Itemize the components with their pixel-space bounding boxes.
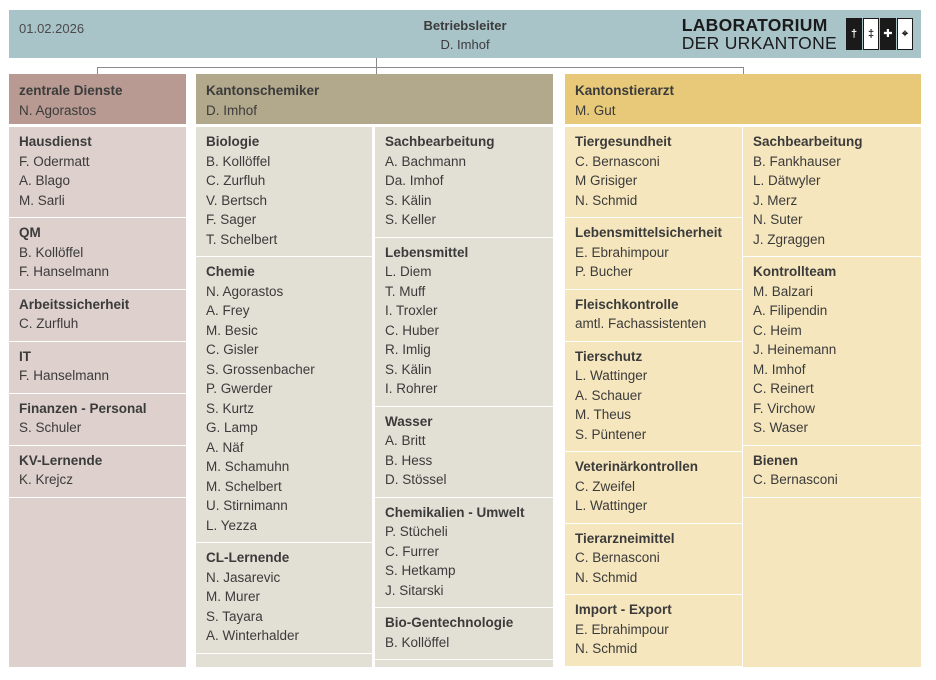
section-block (196, 257, 372, 543)
section-list-right (743, 124, 921, 667)
person-name: A. Winterhalder (206, 628, 300, 643)
person-name: M. Schamuhn (206, 459, 290, 474)
person-name: D. Stössel (385, 472, 447, 487)
person-name: M Grisiger (575, 173, 638, 188)
person-name: N. Agorastos (206, 283, 284, 299)
person-name: F. Virchow (753, 400, 816, 416)
column-title: Kantonstierarzt (575, 83, 675, 98)
person-name: A. Frey (206, 303, 250, 318)
crest-icon: ✚ (880, 18, 896, 50)
person-name: V. Bertsch (206, 192, 268, 208)
section-title: Import - Export (575, 602, 672, 617)
section-block (9, 342, 186, 394)
canton-crests (845, 18, 913, 50)
crest-icon: † (846, 18, 862, 50)
person-name: S. Keller (385, 212, 437, 227)
column-lead: N. Agorastos (19, 103, 97, 118)
section-title: Kontrollteam (753, 264, 837, 279)
person-name: U. Stirnimann (206, 498, 288, 513)
person-name: N. Schmid (575, 192, 638, 208)
person-name: A. Filipendin (753, 303, 828, 318)
section-list-right (375, 124, 553, 667)
section-block (565, 595, 742, 667)
column-header (9, 74, 186, 124)
section-title: Tierschutz (575, 348, 643, 364)
person-name: S. Püntener (575, 426, 647, 442)
person-name: J. Zgraggen (753, 231, 826, 247)
person-name: Da. Imhof (385, 173, 444, 188)
section-block (9, 127, 186, 218)
person-name: C. Zweifel (575, 478, 636, 494)
person-name: K. Krejcz (19, 472, 74, 487)
person-name: M. Imhof (753, 361, 806, 377)
person-name: amtl. Fachassistenten (575, 316, 707, 331)
person-name: M. Sarli (19, 192, 65, 208)
person-name: E. Ebrahimpour (575, 244, 669, 260)
person-name: F. Hanselmann (19, 368, 110, 383)
section-title: Tierarzneimittel (575, 530, 675, 546)
person-name: T. Muff (385, 283, 426, 299)
person-name: L. Diem (385, 264, 432, 279)
section-block (565, 342, 742, 453)
person-name: L. Wattinger (575, 498, 648, 513)
person-name: A. Britt (385, 433, 426, 448)
person-name: S. Hetkamp (385, 563, 456, 578)
section-title: Chemie (206, 264, 255, 279)
connector-drop-1 (97, 67, 98, 74)
logo-line-2: DER URKANTONE (681, 33, 837, 53)
person-name: I. Rohrer (385, 381, 438, 396)
person-name: M. Murer (206, 589, 260, 604)
person-name: J. Sitarski (385, 582, 444, 598)
person-name: A. Bachmann (385, 153, 467, 169)
person-name: A. Blago (19, 173, 71, 188)
section-block (196, 543, 372, 654)
section-title: Veterinärkontrollen (575, 459, 699, 474)
section-block (565, 127, 742, 218)
person-name: N. Schmid (575, 569, 638, 585)
section-title: Arbeitssicherheit (19, 296, 130, 312)
person-name: P. Gwerder (206, 381, 273, 396)
person-name: S. Kurtz (206, 400, 255, 416)
crest-icon: ‡ (863, 18, 879, 50)
section-title: CL-Lernende (206, 550, 290, 565)
section-block (375, 127, 553, 238)
section-title: QM (19, 225, 41, 240)
section-title: Finanzen - Personal (19, 400, 147, 416)
person-name: I. Troxler (385, 303, 438, 318)
section-title: KV-Lernende (19, 452, 103, 468)
person-name: C. Heim (753, 322, 802, 338)
logo-text (682, 16, 837, 52)
section-block (743, 127, 921, 257)
person-name: A. Näf (206, 439, 244, 455)
person-name: S. Waser (753, 420, 809, 435)
person-name: P. Bucher (575, 264, 633, 279)
section-block (565, 290, 742, 342)
column-lead: M. Gut (575, 103, 616, 118)
logo (682, 16, 913, 52)
person-name: C. Huber (385, 322, 440, 338)
head-title: Betriebsleiter (423, 18, 507, 33)
section-title: Lebensmittel (385, 244, 469, 260)
section-block (375, 407, 553, 498)
section-title: Sachbearbeitung (753, 134, 863, 149)
section-block (375, 238, 553, 407)
person-name: C. Gisler (206, 342, 259, 357)
person-name: S. Schuler (19, 420, 82, 435)
person-name: M. Besic (206, 322, 258, 338)
person-name: C. Bernasconi (753, 472, 838, 487)
person-name: J. Heinemann (753, 342, 837, 357)
section-block (743, 257, 921, 446)
section-block (743, 446, 921, 498)
person-name: C. Reinert (753, 381, 814, 396)
person-name: B. Kollöffel (206, 153, 271, 169)
person-name: S. Grossenbacher (206, 361, 315, 377)
section-title: Hausdienst (19, 134, 92, 149)
section-list (9, 124, 186, 667)
person-name: N. Jasarevic (206, 569, 281, 585)
section-title: Sachbearbeitung (385, 134, 495, 149)
person-name: C. Zurfluh (206, 173, 266, 188)
logo-line-1: LABORATORIUM (681, 15, 828, 35)
column-header (196, 74, 553, 124)
person-name: L. Yezza (206, 517, 258, 533)
section-block (9, 218, 186, 290)
column-lead: D. Imhof (206, 103, 258, 118)
person-name: B. Kollöffel (385, 634, 450, 650)
person-name: F. Hanselmann (19, 264, 110, 279)
person-name: B. Fankhauser (753, 153, 841, 169)
person-name: C. Zurfluh (19, 316, 79, 331)
person-name: A. Schauer (575, 387, 642, 403)
person-name: R. Imlig (385, 342, 431, 357)
person-name: N. Schmid (575, 641, 638, 656)
column-header (565, 74, 921, 124)
person-name: E. Ebrahimpour (575, 621, 669, 637)
column-title: Kantonschemiker (206, 83, 320, 98)
person-name: P. Stücheli (385, 524, 448, 539)
section-title: IT (19, 348, 31, 364)
person-name: S. Tayara (206, 608, 263, 624)
connector-horizontal (97, 67, 744, 68)
person-name: S. Kälin (385, 361, 432, 377)
person-name: C. Bernasconi (575, 550, 660, 565)
section-block (9, 446, 186, 498)
section-block (565, 524, 742, 596)
person-name: B. Kollöffel (19, 244, 84, 260)
person-name: M. Balzari (753, 283, 814, 299)
section-block (375, 608, 553, 660)
section-title: Fleischkontrolle (575, 296, 679, 312)
section-title: Bio-Gentechnologie (385, 615, 514, 630)
section-title: Biologie (206, 134, 260, 149)
person-name: C. Furrer (385, 543, 439, 559)
connector-vertical (376, 58, 377, 67)
person-name: B. Hess (385, 452, 433, 468)
section-block (196, 127, 372, 257)
connector-drop-3 (743, 67, 744, 74)
section-block (375, 498, 553, 609)
section-block (565, 452, 742, 524)
section-title: Wasser (385, 413, 433, 429)
section-list-left (565, 124, 743, 667)
person-name: L. Wattinger (575, 368, 648, 383)
section-block (9, 290, 186, 342)
header-bar (9, 10, 921, 58)
head-name: D. Imhof (440, 37, 490, 52)
person-name: S. Kälin (385, 192, 432, 208)
section-block (9, 394, 186, 446)
person-name: J. Merz (753, 192, 798, 208)
section-title: Chemikalien - Umwelt (385, 504, 525, 520)
person-name: N. Suter (753, 212, 803, 227)
person-name: T. Schelbert (206, 231, 278, 247)
person-name: M. Theus (575, 407, 632, 422)
section-title: Lebensmittelsicherheit (575, 225, 723, 240)
column-title: zentrale Dienste (19, 83, 123, 98)
section-block (565, 218, 742, 290)
person-name: C. Bernasconi (575, 153, 660, 169)
section-list-left (196, 124, 372, 667)
person-name: F. Odermatt (19, 153, 90, 169)
section-title: Bienen (753, 452, 799, 468)
crest-icon: ⌖ (897, 18, 913, 50)
person-name: G. Lamp (206, 420, 258, 435)
connector-drop-2 (376, 67, 377, 74)
person-name: F. Sager (206, 212, 257, 227)
date-label: 01.02.2026 (19, 21, 85, 36)
section-title: Tiergesundheit (575, 134, 672, 149)
person-name: L. Dätwyler (753, 173, 821, 188)
person-name: M. Schelbert (206, 478, 282, 494)
